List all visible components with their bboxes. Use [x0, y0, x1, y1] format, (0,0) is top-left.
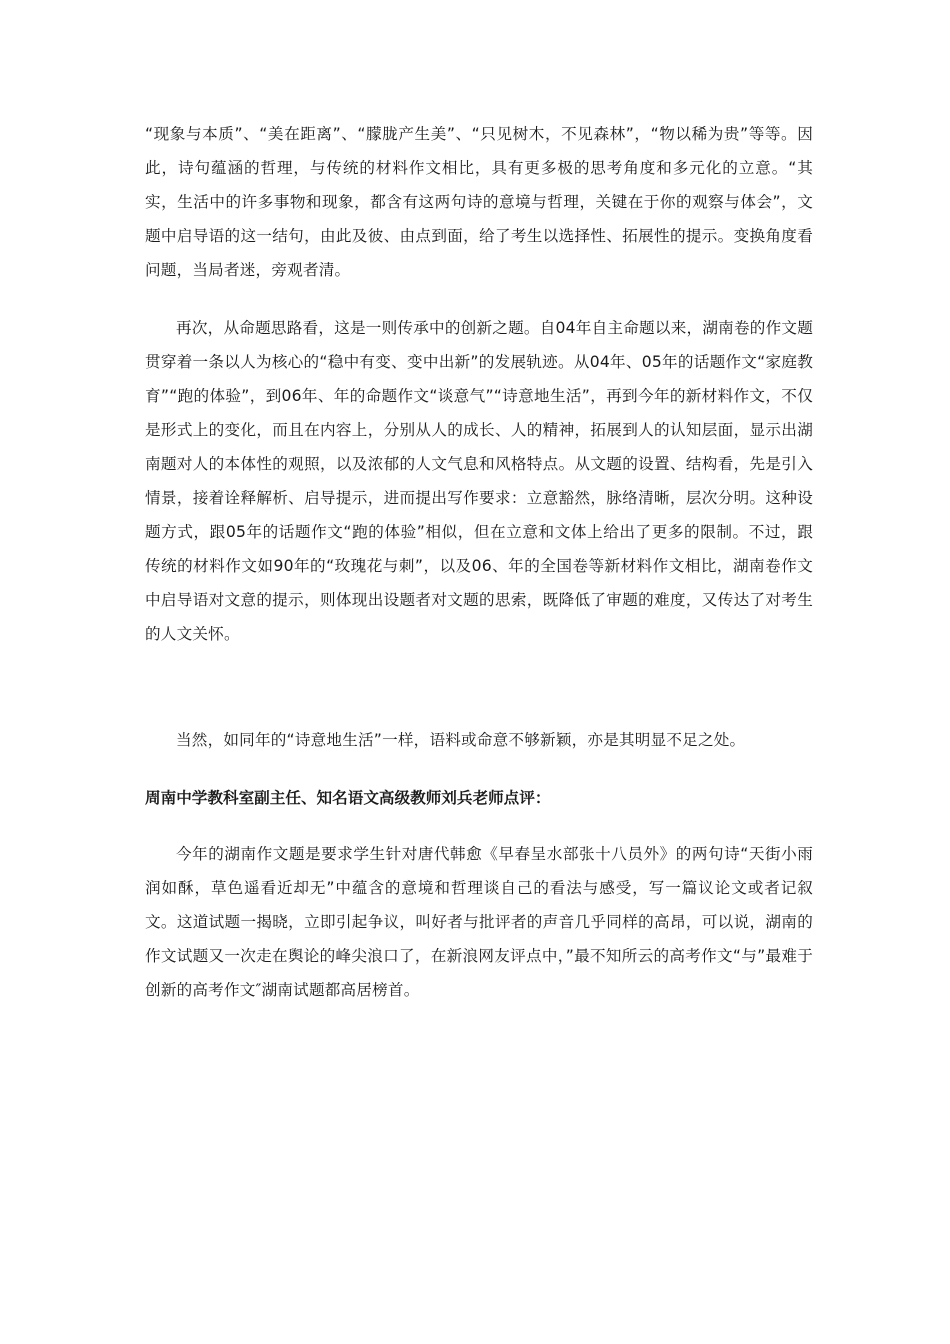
section-heading: 周南中学教科室副主任、知名语文高级教师刘兵老师点评： [145, 789, 551, 807]
paragraph-3: 当然，如同年的“诗意地生活”一样，语料或命意不够新颖，亦是其明显不足之处。 [176, 731, 746, 749]
paragraph-1: “现象与本质”、“美在距离”、“朦胧产生美”、“只见树木，不见森林”，“物以稀为贵”等等。因此，诗句蕴涵的哲理，与传统的材料作文相比，具有更多极的思考角度和多元化的立意。“其实，生活中的许多事物和现象，都含有这两句诗的意境与哲理，关键在于你的观察与体会”，文题中启导语的这一结句，由此及彼、由点到面，给了考生以选择性、拓展性的提示。变换角度看问题，当局者迷，旁观者清。 [145, 125, 813, 279]
paragraph-2: 再次，从命题思路看，这是一则传承中的创新之题。自04年自主命题以来，湖南卷的作文题贯穿着一条以人为核心的“稳中有变、变中出新”的发展轨迹。从04年、05年的话题作文“家庭教育”“跑的体验”，到06年、年的命题作文“谈意气”“诗意地生活”，再到今年的新材料作文，不仅是形式上的变化，而且在内容上，分别从人的成长、人的精神，拓展到人的认知层面，显示出湖南题对人的本体性的观照，以及浓郁的人文气息和风格特点。从文题的设置、结构看，先是引入情景，接着诠释解析、启导提示，进而提出写作要求：立意豁然，脉络清晰，层次分明。这种设题方式，跟05年的话题作文“跑的体验”相似，但在立意和文体上给出了更多的限制。不过，跟传统的材料作文如90年的“玫瑰花与刺”，以及06、年的全国卷等新材料作文相比，湖南卷作文中启导语对文意的提示，则体现出设题者对文题的思索，既降低了审题的难度，又传达了对考生的人文关怀。 [145, 319, 813, 643]
paragraph-4: 今年的湖南作文题是要求学生针对唐代韩愈《早春呈水部张十八员外》的两句诗“天街小雨润如酥，草色遥看近却无”中蕴含的意境和哲理谈自己的看法与感受，写一篇议论文或者记叙文。这道试题一揭晓，立即引起争议，叫好者与批评者的声音几乎同样的高昂，可以说，湖南的作文试题又一次走在舆论的峰尖浪口了，在新浪网友评点中，”最不知所云的高考作文“与”最难于创新的高考作文″湖南试题都高居榜首。 [145, 845, 813, 999]
document-body [145, 117, 813, 1007]
